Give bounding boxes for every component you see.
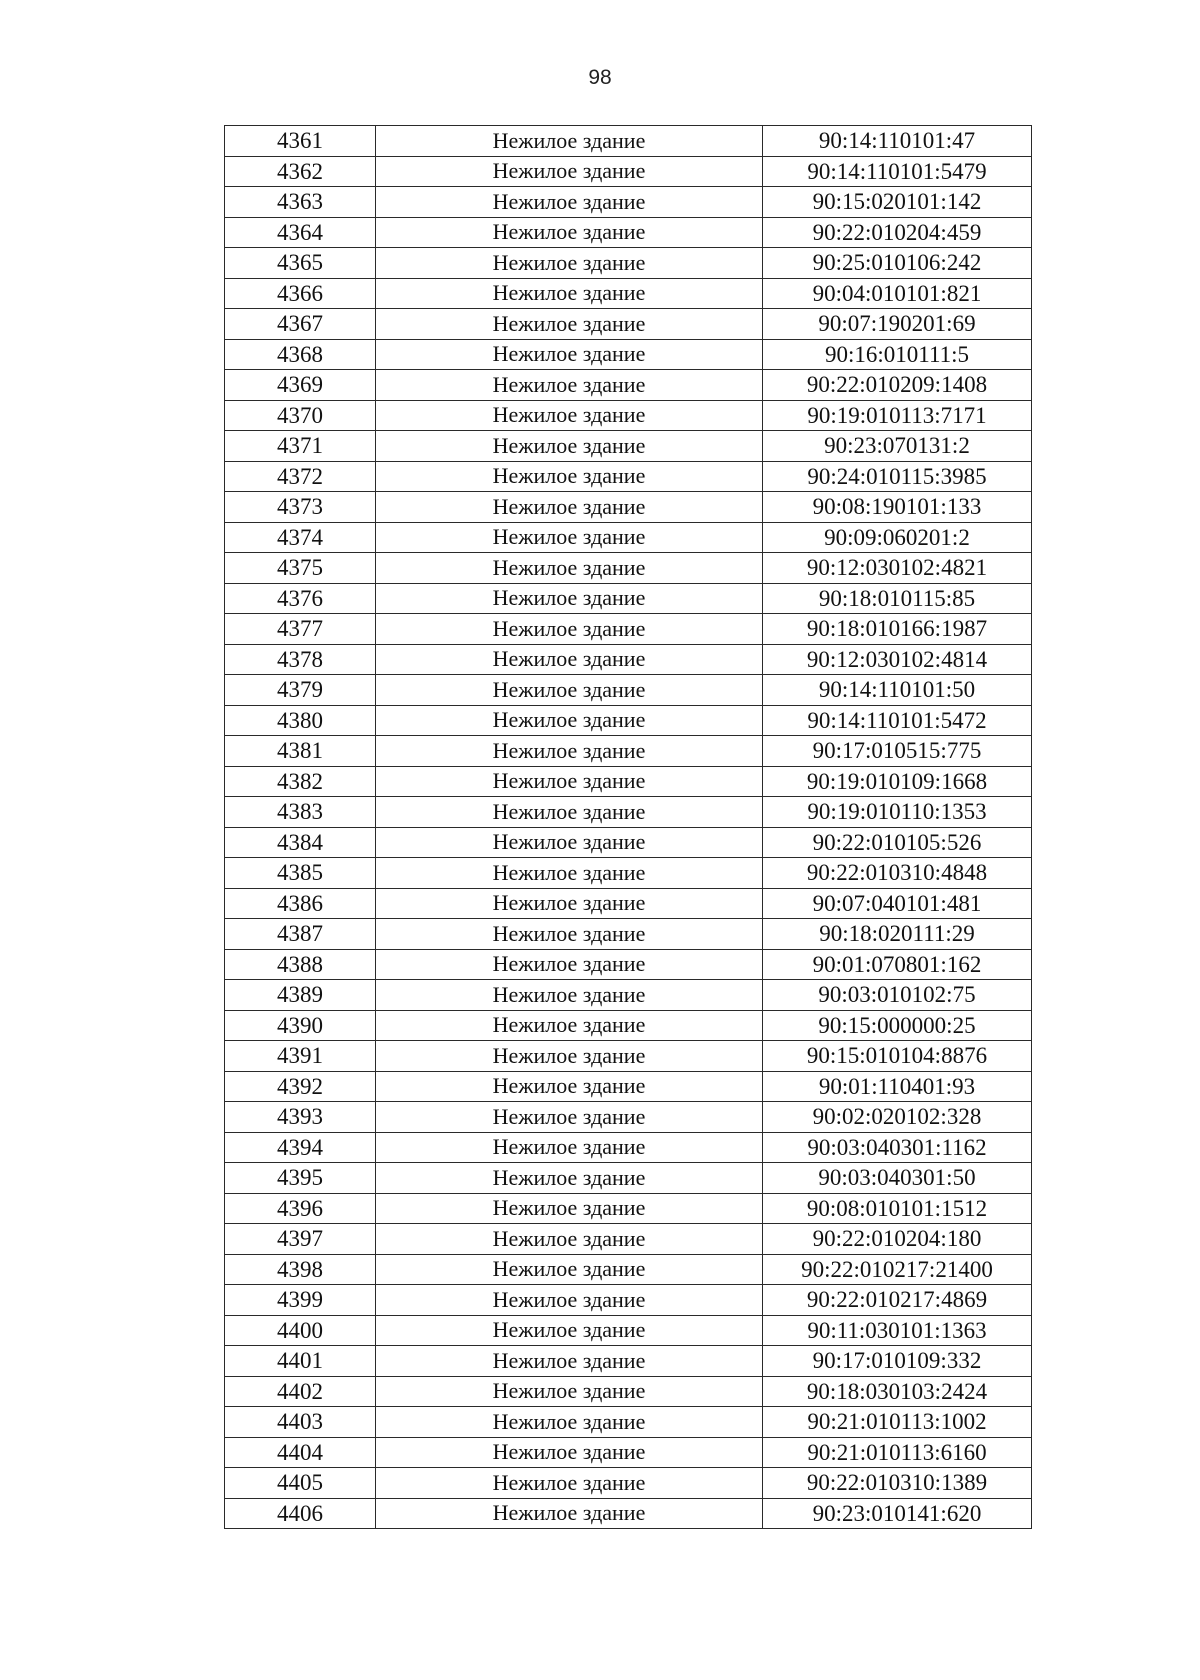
- object-type-cell: Нежилое здание: [376, 675, 763, 706]
- table-row: [225, 1407, 1032, 1438]
- object-type-cell: Нежилое здание: [376, 370, 763, 401]
- object-type-cell: Нежилое здание: [376, 766, 763, 797]
- table-row: [225, 766, 1032, 797]
- row-number-cell: 4390: [225, 1010, 376, 1041]
- object-type-cell: Нежилое здание: [376, 1163, 763, 1194]
- object-type-cell: Нежилое здание: [376, 1193, 763, 1224]
- table-row: [225, 1437, 1032, 1468]
- cadastral-number-cell: 90:19:010110:1353: [763, 797, 1032, 828]
- object-type-cell: Нежилое здание: [376, 492, 763, 523]
- row-number-cell: 4385: [225, 858, 376, 889]
- table-row: [225, 309, 1032, 340]
- row-number-cell: 4402: [225, 1376, 376, 1407]
- object-type-cell: Нежилое здание: [376, 1498, 763, 1529]
- table-row: [225, 675, 1032, 706]
- cadastral-number-cell: 90:21:010113:6160: [763, 1437, 1032, 1468]
- table-row: [225, 1224, 1032, 1255]
- row-number-cell: 4394: [225, 1132, 376, 1163]
- row-number-cell: 4378: [225, 644, 376, 675]
- object-type-cell: Нежилое здание: [376, 949, 763, 980]
- object-type-cell: Нежилое здание: [376, 1071, 763, 1102]
- table-row: [225, 1285, 1032, 1316]
- row-number-cell: 4380: [225, 705, 376, 736]
- cadastral-number-cell: 90:12:030102:4814: [763, 644, 1032, 675]
- table-row: [225, 736, 1032, 767]
- cadastral-number-cell: 90:22:010310:1389: [763, 1468, 1032, 1499]
- row-number-cell: 4389: [225, 980, 376, 1011]
- row-number-cell: 4384: [225, 827, 376, 858]
- cadastral-number-cell: 90:04:010101:821: [763, 278, 1032, 309]
- table-row: [225, 248, 1032, 279]
- object-type-cell: Нежилое здание: [376, 888, 763, 919]
- cadastral-number-cell: 90:16:010111:5: [763, 339, 1032, 370]
- row-number-cell: 4401: [225, 1346, 376, 1377]
- row-number-cell: 4377: [225, 614, 376, 645]
- cadastral-number-cell: 90:15:020101:142: [763, 187, 1032, 218]
- cadastral-number-cell: 90:18:010166:1987: [763, 614, 1032, 645]
- table-row: [225, 400, 1032, 431]
- object-type-cell: Нежилое здание: [376, 309, 763, 340]
- cadastral-number-cell: 90:18:030103:2424: [763, 1376, 1032, 1407]
- row-number-cell: 4381: [225, 736, 376, 767]
- table-row: [225, 461, 1032, 492]
- cadastral-number-cell: 90:11:030101:1363: [763, 1315, 1032, 1346]
- page-number: 98: [588, 66, 612, 89]
- row-number-cell: 4406: [225, 1498, 376, 1529]
- row-number-cell: 4393: [225, 1102, 376, 1133]
- cadastral-number-cell: 90:23:070131:2: [763, 431, 1032, 462]
- row-number-cell: 4399: [225, 1285, 376, 1316]
- table-row: [225, 1468, 1032, 1499]
- row-number-cell: 4366: [225, 278, 376, 309]
- table-row: [225, 949, 1032, 980]
- object-type-cell: Нежилое здание: [376, 614, 763, 645]
- cadastral-number-cell: 90:03:010102:75: [763, 980, 1032, 1011]
- object-type-cell: Нежилое здание: [376, 126, 763, 157]
- object-type-cell: Нежилое здание: [376, 1010, 763, 1041]
- table-row: [225, 705, 1032, 736]
- row-number-cell: 4404: [225, 1437, 376, 1468]
- row-number-cell: 4373: [225, 492, 376, 523]
- cadastral-number-cell: 90:03:040301:1162: [763, 1132, 1032, 1163]
- cadastral-number-cell: 90:22:010204:459: [763, 217, 1032, 248]
- table-row: [225, 522, 1032, 553]
- table-row: [225, 1132, 1032, 1163]
- table-row: [225, 1193, 1032, 1224]
- object-type-cell: Нежилое здание: [376, 797, 763, 828]
- row-number-cell: 4400: [225, 1315, 376, 1346]
- table-row: [225, 919, 1032, 950]
- object-type-cell: Нежилое здание: [376, 217, 763, 248]
- table-row: [225, 1071, 1032, 1102]
- object-type-cell: Нежилое здание: [376, 431, 763, 462]
- cadastral-number-cell: 90:08:010101:1512: [763, 1193, 1032, 1224]
- object-type-cell: Нежилое здание: [376, 1376, 763, 1407]
- row-number-cell: 4370: [225, 400, 376, 431]
- table-row: [225, 583, 1032, 614]
- object-type-cell: Нежилое здание: [376, 553, 763, 584]
- row-number-cell: 4376: [225, 583, 376, 614]
- row-number-cell: 4387: [225, 919, 376, 950]
- object-type-cell: Нежилое здание: [376, 980, 763, 1011]
- object-type-cell: Нежилое здание: [376, 187, 763, 218]
- object-type-cell: Нежилое здание: [376, 736, 763, 767]
- cadastral-number-cell: 90:07:190201:69: [763, 309, 1032, 340]
- row-number-cell: 4391: [225, 1041, 376, 1072]
- table-row: [225, 278, 1032, 309]
- row-number-cell: 4374: [225, 522, 376, 553]
- cadastral-number-cell: 90:07:040101:481: [763, 888, 1032, 919]
- table-row: [225, 492, 1032, 523]
- table-row: [225, 156, 1032, 187]
- table-row: [225, 553, 1032, 584]
- object-type-cell: Нежилое здание: [376, 1407, 763, 1438]
- object-type-cell: Нежилое здание: [376, 1132, 763, 1163]
- cadastral-number-cell: 90:02:020102:328: [763, 1102, 1032, 1133]
- table-row: [225, 1102, 1032, 1133]
- table-row: [225, 1346, 1032, 1377]
- object-type-cell: Нежилое здание: [376, 1468, 763, 1499]
- table-row: [225, 1010, 1032, 1041]
- object-type-cell: Нежилое здание: [376, 1437, 763, 1468]
- row-number-cell: 4372: [225, 461, 376, 492]
- row-number-cell: 4361: [225, 126, 376, 157]
- object-type-cell: Нежилое здание: [376, 705, 763, 736]
- object-type-cell: Нежилое здание: [376, 156, 763, 187]
- table-row: [225, 339, 1032, 370]
- row-number-cell: 4403: [225, 1407, 376, 1438]
- object-type-cell: Нежилое здание: [376, 919, 763, 950]
- row-number-cell: 4382: [225, 766, 376, 797]
- cadastral-number-cell: 90:18:010115:85: [763, 583, 1032, 614]
- row-number-cell: 4371: [225, 431, 376, 462]
- cadastral-number-cell: 90:12:030102:4821: [763, 553, 1032, 584]
- table-row: [225, 1376, 1032, 1407]
- property-register-table: [224, 125, 1032, 1529]
- table-row: [225, 888, 1032, 919]
- cadastral-number-cell: 90:17:010109:332: [763, 1346, 1032, 1377]
- cadastral-number-cell: 90:18:020111:29: [763, 919, 1032, 950]
- row-number-cell: 4386: [225, 888, 376, 919]
- table-row: [225, 797, 1032, 828]
- cadastral-number-cell: 90:14:110101:50: [763, 675, 1032, 706]
- cadastral-number-cell: 90:14:110101:47: [763, 126, 1032, 157]
- row-number-cell: 4364: [225, 217, 376, 248]
- cadastral-number-cell: 90:25:010106:242: [763, 248, 1032, 279]
- object-type-cell: Нежилое здание: [376, 583, 763, 614]
- row-number-cell: 4397: [225, 1224, 376, 1255]
- cadastral-number-cell: 90:14:110101:5472: [763, 705, 1032, 736]
- cadastral-number-cell: 90:22:010105:526: [763, 827, 1032, 858]
- table-row: [225, 187, 1032, 218]
- table-row: [225, 1163, 1032, 1194]
- object-type-cell: Нежилое здание: [376, 1102, 763, 1133]
- table-row: [225, 431, 1032, 462]
- table-row: [225, 1315, 1032, 1346]
- row-number-cell: 4398: [225, 1254, 376, 1285]
- row-number-cell: 4363: [225, 187, 376, 218]
- object-type-cell: Нежилое здание: [376, 248, 763, 279]
- cadastral-number-cell: 90:22:010204:180: [763, 1224, 1032, 1255]
- object-type-cell: Нежилое здание: [376, 339, 763, 370]
- cadastral-number-cell: 90:01:110401:93: [763, 1071, 1032, 1102]
- object-type-cell: Нежилое здание: [376, 278, 763, 309]
- object-type-cell: Нежилое здание: [376, 1285, 763, 1316]
- table-row: [225, 217, 1032, 248]
- row-number-cell: 4395: [225, 1163, 376, 1194]
- cadastral-number-cell: 90:19:010109:1668: [763, 766, 1032, 797]
- row-number-cell: 4362: [225, 156, 376, 187]
- row-number-cell: 4368: [225, 339, 376, 370]
- table-row: [225, 370, 1032, 401]
- table-row: [225, 126, 1032, 157]
- cadastral-number-cell: 90:19:010113:7171: [763, 400, 1032, 431]
- row-number-cell: 4392: [225, 1071, 376, 1102]
- cadastral-number-cell: 90:24:010115:3985: [763, 461, 1032, 492]
- row-number-cell: 4365: [225, 248, 376, 279]
- row-number-cell: 4379: [225, 675, 376, 706]
- row-number-cell: 4388: [225, 949, 376, 980]
- cadastral-number-cell: 90:17:010515:775: [763, 736, 1032, 767]
- table-row: [225, 644, 1032, 675]
- cadastral-number-cell: 90:22:010209:1408: [763, 370, 1032, 401]
- object-type-cell: Нежилое здание: [376, 1346, 763, 1377]
- object-type-cell: Нежилое здание: [376, 400, 763, 431]
- row-number-cell: 4383: [225, 797, 376, 828]
- object-type-cell: Нежилое здание: [376, 461, 763, 492]
- table-row: [225, 858, 1032, 889]
- cadastral-number-cell: 90:22:010217:4869: [763, 1285, 1032, 1316]
- table-row: [225, 980, 1032, 1011]
- object-type-cell: Нежилое здание: [376, 1254, 763, 1285]
- row-number-cell: 4396: [225, 1193, 376, 1224]
- cadastral-number-cell: 90:01:070801:162: [763, 949, 1032, 980]
- cadastral-number-cell: 90:09:060201:2: [763, 522, 1032, 553]
- object-type-cell: Нежилое здание: [376, 858, 763, 889]
- row-number-cell: 4369: [225, 370, 376, 401]
- table-row: [225, 1498, 1032, 1529]
- cadastral-number-cell: 90:23:010141:620: [763, 1498, 1032, 1529]
- row-number-cell: 4367: [225, 309, 376, 340]
- cadastral-number-cell: 90:14:110101:5479: [763, 156, 1032, 187]
- cadastral-number-cell: 90:15:000000:25: [763, 1010, 1032, 1041]
- cadastral-number-cell: 90:21:010113:1002: [763, 1407, 1032, 1438]
- object-type-cell: Нежилое здание: [376, 1224, 763, 1255]
- table-row: [225, 1041, 1032, 1072]
- cadastral-number-cell: 90:03:040301:50: [763, 1163, 1032, 1194]
- cadastral-number-cell: 90:22:010217:21400: [763, 1254, 1032, 1285]
- object-type-cell: Нежилое здание: [376, 1315, 763, 1346]
- object-type-cell: Нежилое здание: [376, 1041, 763, 1072]
- table-row: [225, 827, 1032, 858]
- object-type-cell: Нежилое здание: [376, 522, 763, 553]
- table-row: [225, 614, 1032, 645]
- object-type-cell: Нежилое здание: [376, 644, 763, 675]
- table-body: [225, 126, 1032, 1529]
- row-number-cell: 4405: [225, 1468, 376, 1499]
- table-row: [225, 1254, 1032, 1285]
- cadastral-number-cell: 90:22:010310:4848: [763, 858, 1032, 889]
- cadastral-number-cell: 90:08:190101:133: [763, 492, 1032, 523]
- row-number-cell: 4375: [225, 553, 376, 584]
- cadastral-number-cell: 90:15:010104:8876: [763, 1041, 1032, 1072]
- object-type-cell: Нежилое здание: [376, 827, 763, 858]
